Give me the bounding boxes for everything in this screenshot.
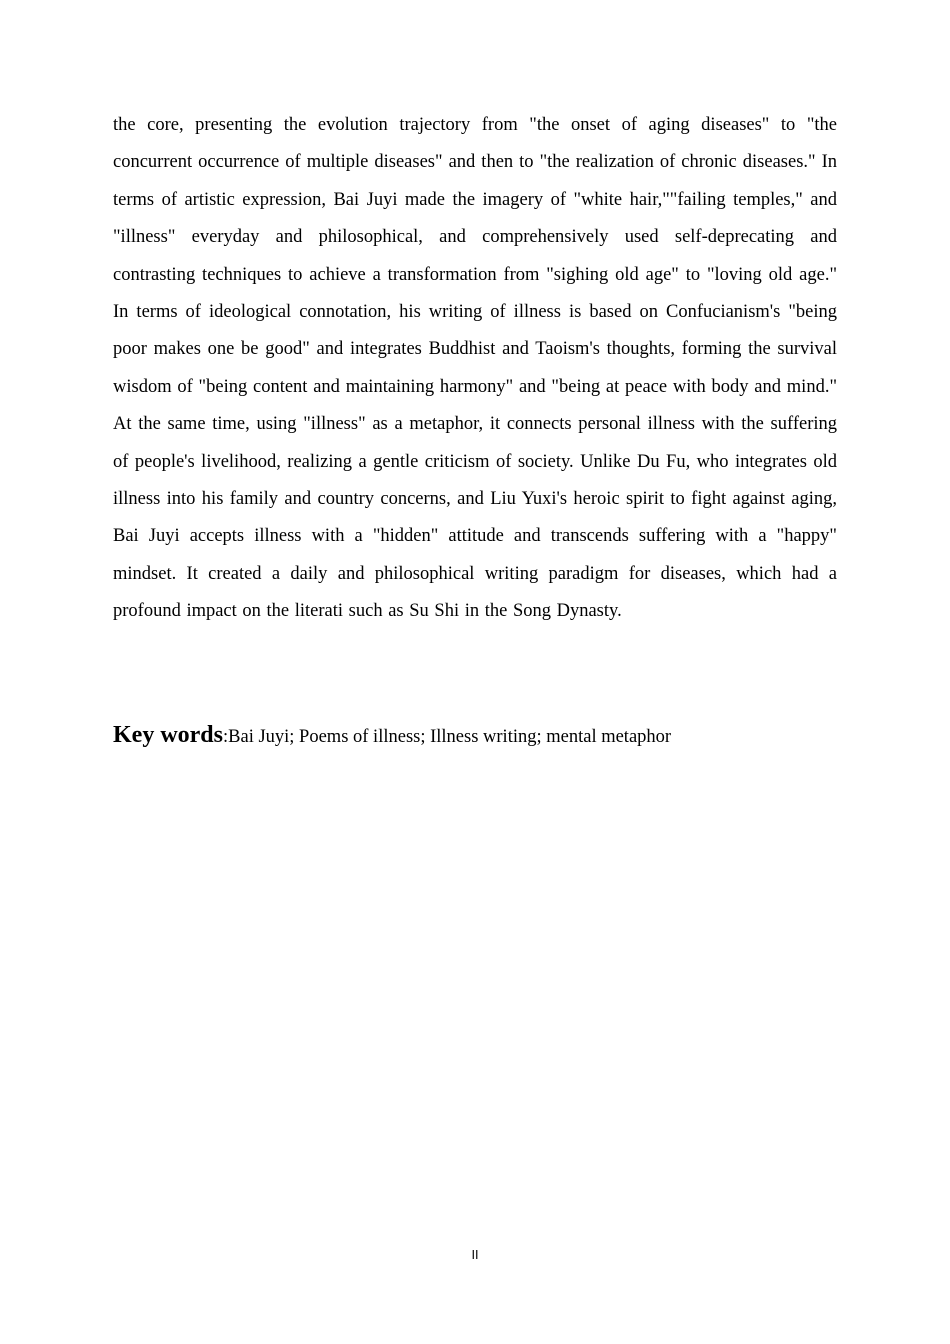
keywords-text: Bai Juyi; Poems of illness; Illness writing; mental metaphor [228,727,672,747]
keywords-line [113,717,837,755]
keywords-separator: : [223,727,229,747]
page-number: II [471,1248,479,1262]
abstract-paragraph: the core, presenting the evolution trajectory from "the onset of aging diseases" to "the concurrent occurrence of multiple diseases" and then to "the realization of chronic diseases." In terms of artistic expression, Bai Juyi made the imagery of "white hair,""failing temples," and "illness" everyday and philosophical, and comprehensively used self-deprecating and contrasting techniques to achieve a transformation from "sighing old age" to "loving old age." In terms of ideological connotation, his writing of illness is based on Confucianism's "being poor makes one be good" and integrates Buddhist and Taoism's thoughts, forming the survival wisdom of "being content and maintaining harmony" and "being at peace with body and mind." At the same time, using "illness" as a metaphor, it connects personal illness with the suffering of people's livelihood, realizing a gentle criticism of society. Unlike Du Fu, who integrates old illness into his family and country concerns, and Liu Yuxi's heroic spirit to fight against aging, Bai Juyi accepts illness with a "hidden" attitude and transcends suffering with a "happy" mindset. It created a daily and philosophical writing paradigm for diseases, which had a profound impact on the literati such as Su Shi in the Song Dynasty. [113,115,837,622]
keywords-label: Key words [113,722,223,748]
